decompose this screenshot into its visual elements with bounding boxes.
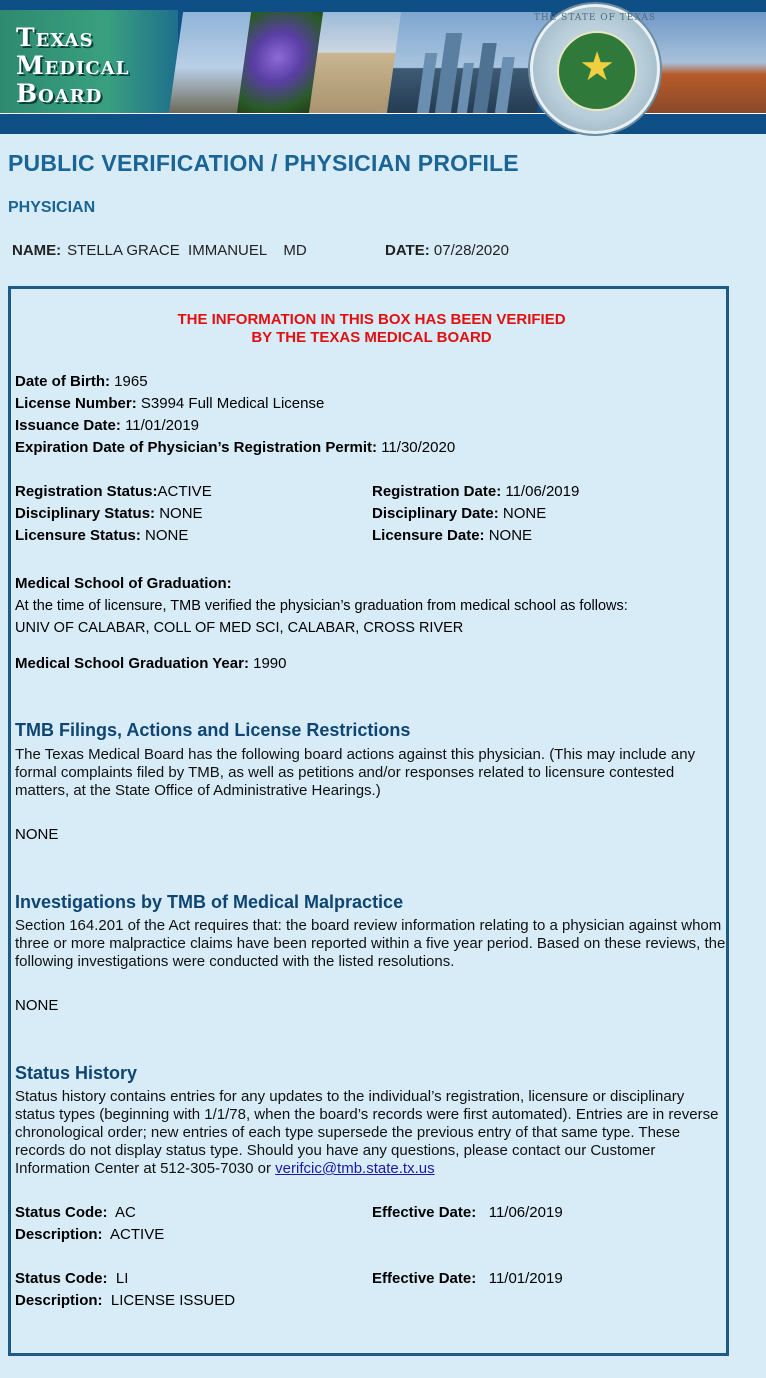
effective-date-label: Effective Date:: [372, 1204, 477, 1221]
description-row-2: [15, 1291, 235, 1311]
logo-line-1: Texas: [16, 23, 94, 52]
school-value: UNIV OF CALABAR, COLL OF MED SCI, CALABAR, CROSS RIVER: [15, 620, 464, 636]
name-row: [12, 242, 509, 259]
investigations-value: NONE: [15, 997, 59, 1014]
status-history-title: Status History: [15, 1063, 138, 1083]
license-value: S3994 Full Medical License: [140, 395, 325, 412]
effective-date-label: Effective Date:: [372, 1270, 477, 1287]
effective-date-row-2: [372, 1269, 563, 1289]
filings-body: The Texas Medical Board has the following board actions against this physician. (This may include any formal complaints filed by TMB, as well as petitions and/or responses related to licensure contested matters, at the State Office of Administrative Hearings.): [15, 746, 696, 799]
reg-date-label: Registration Date:: [372, 483, 502, 500]
dob-value: 1965: [114, 373, 148, 390]
status-code-label: Status Code:: [15, 1204, 108, 1221]
reg-date-value: 11/06/2019: [505, 483, 580, 500]
verified-notice: [11, 311, 732, 347]
lic-status-row: [15, 526, 188, 546]
name-label: NAME:: [12, 242, 62, 259]
seal-text: THE STATE OF TEXAS: [533, 13, 657, 23]
notice-line-2: BY THE TEXAS MEDICAL BOARD: [251, 329, 492, 346]
expiration-label: Expiration Date of Physician’s Registration Permit:: [15, 439, 378, 456]
date-block: [385, 242, 509, 259]
school-label: [15, 574, 232, 594]
banner-bottom-strip: [0, 114, 766, 134]
status-code-value: AC: [115, 1204, 136, 1221]
status-history-text: Status history contains entries for any updates to the individual’s registration, licensure or disciplinary status types (beginning with 1/1/78, when the board’s records were first automated). Entries are in reverse chronological order; new entries of each type supersede the previous entry of that same type. These records do not display status type. Should you have any questions, please contact our Customer Information Center at 512-305-7030 or: [15, 1088, 719, 1177]
status-code-value: LI: [115, 1270, 129, 1287]
filings-title: TMB Filings, Actions and License Restrictions: [15, 720, 411, 740]
state-seal-icon: [530, 4, 660, 134]
site-banner: [0, 0, 766, 134]
grad-year-label: Medical School Graduation Year:: [15, 655, 249, 672]
status-history-body: [15, 1088, 727, 1178]
reg-status-row: [15, 482, 212, 502]
lic-status-label: Licensure Status:: [15, 527, 141, 544]
status-code-label: Status Code:: [15, 1270, 108, 1287]
description-value: ACTIVE: [110, 1226, 165, 1243]
reg-date-row: [372, 482, 579, 502]
lic-date-row: [372, 526, 532, 546]
investigations-body: Section 164.201 of the Act requires that: the board review information relating to a physician against whom three or more malpractice claims have been reported within a five year period. Based on these reviews, the following investigations were conducted with the listed resolutions.: [15, 917, 726, 970]
school-label-text: Medical School of Graduation:: [15, 575, 232, 592]
disc-date-row: [372, 504, 546, 524]
page-title: PUBLIC VERIFICATION / PHYSICIAN PROFILE: [8, 150, 519, 176]
logo-line-3: Board: [16, 79, 103, 108]
status-code-row-1: [15, 1203, 136, 1223]
license-label: License Number:: [15, 395, 137, 412]
date-value: 07/28/2020: [433, 242, 509, 259]
logo-line-2: Medical: [16, 51, 130, 80]
investigations-title: Investigations by TMB of Medical Malpractice: [15, 892, 404, 912]
disc-date-label: Disciplinary Date:: [372, 505, 499, 522]
school-intro: At the time of licensure, TMB verified the physician’s graduation from medical school as follows:: [15, 598, 628, 614]
section-subtitle: PHYSICIAN: [8, 199, 96, 216]
effective-date-row-1: [372, 1203, 563, 1223]
description-label: Description:: [15, 1292, 103, 1309]
status-code-row-2: [15, 1269, 128, 1289]
issuance-row: [15, 416, 199, 436]
skyline-photo: [387, 12, 551, 113]
dob-row: [15, 372, 148, 392]
disc-status-row: [15, 504, 203, 524]
notice-line-1: THE INFORMATION IN THIS BOX HAS BEEN VERIFIED: [177, 311, 566, 328]
effective-date-value: 11/01/2019: [488, 1270, 563, 1287]
dob-label: Date of Birth:: [15, 373, 110, 390]
reg-status-label: Registration Status:: [15, 483, 158, 500]
description-value: LICENSE ISSUED: [110, 1292, 236, 1309]
date-label: DATE:: [385, 242, 430, 259]
email-link[interactable]: verifcic@tmb.state.tx.us: [275, 1160, 435, 1177]
reg-status-value: ACTIVE: [157, 483, 212, 500]
lic-date-label: Licensure Date:: [372, 527, 485, 544]
effective-date-value: 11/06/2019: [488, 1204, 563, 1221]
tmb-logo[interactable]: [0, 10, 178, 114]
lic-date-value: NONE: [488, 527, 533, 544]
disc-status-value: NONE: [159, 505, 203, 522]
lic-status-value: NONE: [145, 527, 189, 544]
issuance-label: Issuance Date:: [15, 417, 121, 434]
issuance-value: 11/01/2019: [125, 417, 200, 434]
banner-top-strip: [0, 0, 766, 10]
grad-year-row: [15, 654, 287, 674]
filings-value: NONE: [15, 826, 59, 843]
disc-date-value: NONE: [502, 505, 547, 522]
expiration-value: 11/30/2020: [381, 439, 456, 456]
description-label: Description:: [15, 1226, 103, 1243]
expiration-row: [15, 438, 455, 458]
verified-info-box: [8, 286, 729, 1356]
license-row: [15, 394, 324, 414]
description-row-1: [15, 1225, 164, 1245]
grad-year-value: 1990: [253, 655, 287, 672]
star-icon: ★: [579, 45, 615, 89]
physician-name: STELLA GRACE IMMANUEL MD: [67, 242, 307, 259]
disc-status-label: Disciplinary Status:: [15, 505, 156, 522]
